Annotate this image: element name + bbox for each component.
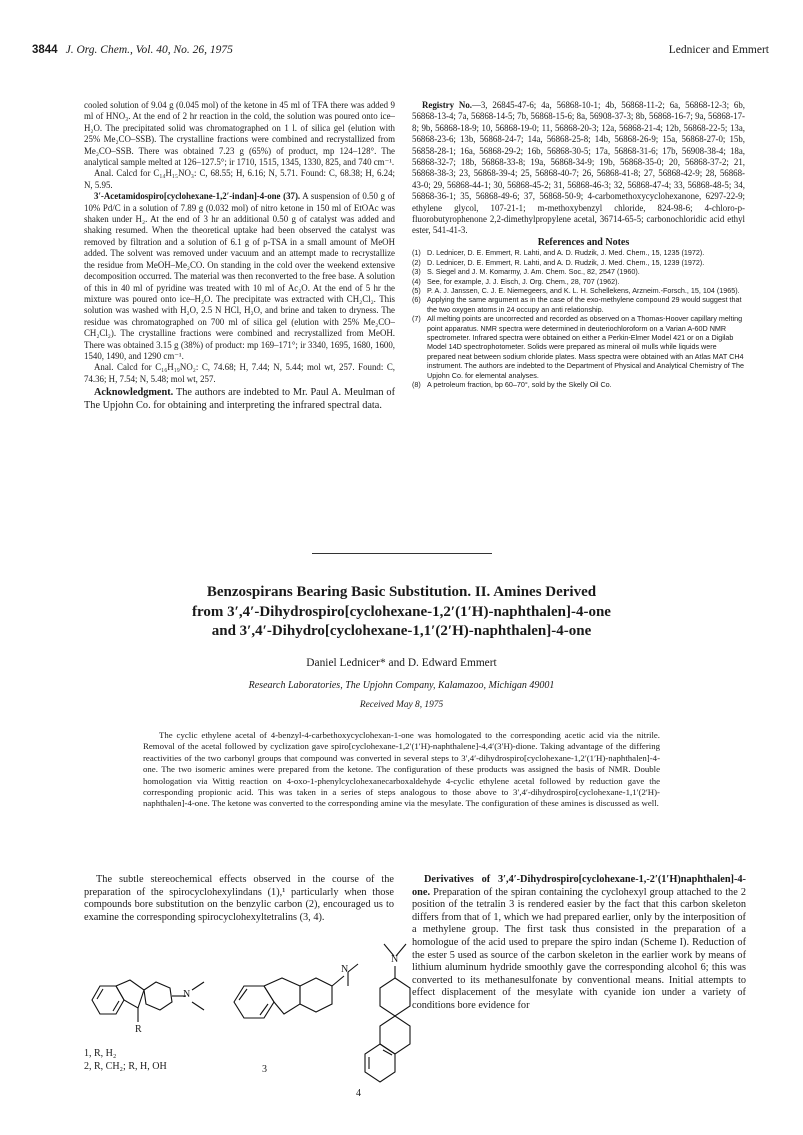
derivatives-paragraph	[412, 874, 746, 1013]
reference-text: D. Lednicer, D. E. Emmert, R. Lahti, and A. D. Rudzik, J. Med. Chem., 15, 1235 (1972).	[427, 248, 705, 258]
reference-text: S. Siegel and J. M. Komarmy, J. Am. Chem. Soc., 82, 2547 (1960).	[427, 267, 640, 277]
reference-item	[412, 295, 745, 314]
reference-number: (8)	[412, 379, 421, 389]
journal-citation: J. Org. Chem., Vol. 40, No. 26, 1975	[65, 44, 233, 56]
affiliation: Research Laboratories, The Upjohn Company, Kalamazoo, Michigan 49001	[248, 680, 555, 691]
references-title: References and Notes	[537, 236, 630, 248]
nitrogen-label: N	[341, 964, 349, 975]
reference-item	[412, 258, 745, 267]
reference-text: Applying the same argument as in the case of the exo-methylene compound 29 would suggest that the two oxygen atoms in 24 occupy an anti relationship.	[427, 295, 742, 314]
running-authors: Lednicer and Emmert	[668, 44, 769, 56]
reference-text: D. Lednicer, D. E. Emmert, R. Lahti, and A. D. Rudzik, J. Med. Chem., 15, 1239 (1972).	[427, 257, 705, 267]
cyclohexane-ring-4	[380, 978, 410, 1016]
reference-number: (3)	[412, 267, 421, 277]
intro-paragraph: The subtle stereochemical effects observed in the course of the preparation of the spirocyclohexylindans (1),¹ particularly when those compounds bore substitution on the benzylic carbon (2), encouraged us to examine the corresponding spirocyclohexyltetralins (3, 4).	[84, 874, 394, 923]
reference-number: (1)	[412, 248, 421, 258]
derivatives-column	[412, 874, 746, 1013]
reference-item	[412, 380, 745, 389]
compound-37-paragraph	[84, 191, 395, 362]
reference-item	[412, 277, 745, 286]
reference-number: (5)	[412, 285, 421, 295]
reference-number: (7)	[412, 314, 421, 324]
reference-text: A petroleum fraction, bp 60–70°, sold by the Skelly Oil Co.	[427, 379, 612, 389]
registry-heading: Registry No.	[422, 100, 472, 110]
reference-text: All melting points are uncorrected and recorded as observed on a Thomas-Hoover capillary melting point apparatus. NMR spectra were determined in deuteriochloroform on a Varian A-60D NMR spectrometer. Infrared spectra were obtained on either a Perkin-Elmer Model 421 or on a Digilab Model 14D spectrophotometer. Solids were prepared as mineral oil mulls while liquids were prepared neat between sodium chloride plates. Mass spectra were obtained with an Atlas MAT CH4 instrument. The authors are indebted to the Department of Physical and Analytical Chemistry of The Upjohn Co. for elemental analyses.	[427, 314, 744, 380]
reference-text: See, for example, J. J. Eisch, J. Org. Chem., 28, 707 (1962).	[427, 276, 620, 286]
acknowledgment	[84, 387, 395, 412]
derivatives-text: Preparation of the spiran containing the cyclohexyl group attached to the 2 position of the tetralin 3 is rendered easier by the fact that this carbon skeleton differs from that of 1, which we had prepared earlier, only by the interposition of a methylene group. The first task thus consisted in the preparation of a homologue of the acid used to prepare the spiro indan (Scheme I). Reduction of the ester 5 used as source of the carbon skeleton in the earlier work by means of lithium aluminum hydride smoothly gave the corresponding alcohol 6; this was converted to its methanesulfonate by conventional means. Initial attempts to effect displacement of the mesylate with cyanide ion under a variety of conditions bore evidence for	[412, 886, 746, 1011]
compound-4-label: 4	[356, 1088, 361, 1099]
reference-number: (4)	[412, 276, 421, 286]
reference-item	[412, 248, 745, 257]
article-title	[70, 583, 733, 642]
left-column	[84, 100, 395, 412]
spiro-cyclohexane-ring	[300, 978, 332, 1012]
analysis-paragraph: Anal. Calcd for C₁₄H₁₅NO₃: C, 68.55; H, 6.16; N, 5.71. Found: C, 68.38; H, 6.24; N, 5.95.	[84, 168, 395, 190]
reference-number: (2)	[412, 257, 421, 267]
tetralin-benzene-ring	[234, 986, 274, 1018]
title-line: and 3′,4′-Dihydro[cyclohexane-1,1′(2′H)-naphthalen]-4-one	[211, 623, 592, 639]
acknowledgment-heading: Acknowledgment.	[94, 387, 174, 399]
compound-37-text: A suspension of 0.50 g of 10% Pd/C in a solution of 7.89 g (0.032 mol) of nitro ketone in 150 ml of EtOAc was shaken under H₂. At the end of 3 hr an additional 0.50 g of catalyst was added and shaking resumed. When the theoretical uptake had been observed the catalyst was removed by filtration and a solution of 6.1 g of p-TSA in a small amount of MeOH added. The solvent was removed under vacuum and an attempt made to recrystallize the residue from MeOH–Me₂CO. On standing in the cold over the weekend extensive decomposition occurred. The material was then reconverted to the free base. A solution of this in 40 ml of pyridine was treated with 10 ml of Ac₂O. At the end of 5 hr the mixture was poured onto ice–H₂O. The precipitate was extracted with CH₂Cl₂. This solution was washed with H₂O, 2.5 N HCl, H₂O, and brine and taken to dryness. The residue was chromatographed on 700 ml of silica gel (elution with 25% Me₂CO–CH₂Cl₂). The crystalline fractions were combined and recrystallized from MeOH. There was obtained 3.15 g (38%) of product: mp 169–171°; ir 3340, 1695, 1680, 1600, 1540, 1490, and 1290 cm⁻¹.	[84, 191, 396, 361]
compound-3-label: 3	[262, 1064, 267, 1075]
cyclopentane-ring	[116, 980, 144, 1008]
registry-paragraph	[412, 100, 745, 237]
compound-37-heading: 3′-Acetamidospiro[cyclohexane-1,2′-indan]-4-one (37).	[94, 191, 301, 202]
cyclohexane-ring	[144, 982, 172, 1010]
references-list	[412, 248, 745, 389]
reference-text: P. A. J. Janssen, C. J. E. Niemegeers, and K. L. H. Schellekens, Arzneim.-Forsch., 15, 104 (1965).	[427, 285, 740, 295]
nitrogen-label: N	[183, 989, 191, 1000]
title-line: Benzospirans Bearing Basic Substitution. II. Amines Derived	[206, 584, 597, 600]
experimental-paragraph: cooled solution of 9.04 g (0.045 mol) of the ketone in 45 ml of TFA there was added 9 ml of HNO₃. At the end of 2 hr reaction in the cold, the solution was poured onto ice–H₂O. The precipitated solid was chromatographed on 1 l. of silica gel (elution with 25% Me₂CO–SSB). The crystalline fractions were combined and recrystallized from Me₂CO–SSB. There was obtained 7.23 g (65%) of product, mp 124–128°. The analytical sample melted at 126–127.5°; ir 1710, 1515, 1345, 1330, 825, and 740 cm⁻¹.	[84, 100, 395, 168]
article-authors: Daniel Lednicer* and D. Edward Emmert	[306, 657, 497, 669]
intro-column	[84, 874, 394, 924]
derivatives-heading: Derivatives of 3′,4′-Dihydrospiro[cyclohexane-1,-2′(1′H)naphthalen]-4-one.	[412, 874, 746, 898]
reference-item	[412, 314, 745, 380]
reference-item	[412, 267, 745, 276]
registry-text: —3, 26845-47-6; 4a, 56868-10-1; 4b, 56868-11-2; 6a, 56868-12-3; 6b, 56868-13-4; 7a, 56868-14-5; 7b, 56868-15-6; 8a, 56908-37-3; 8b, 56868-16-7; 9a, 56868-17-8; 9b, 56868-18-9; 10, 56868-19-0; 11, 56868-20-3; 12a, 56868-21-4; 12b, 56868-22-5; 13a, 56868-23-6; 13b, 56868-24-7; 14a, 56868-25-8; 14b, 56868-26-9; 15a, 56868-27-0; 15b, 56858-28-1; 16a, 56868-29-2; 16b, 56868-30-5; 17a, 56868-31-6; 17b, 56908-38-4; 18a, 56868-32-7; 18b, 56868-33-8; 19a, 56868-34-9; 19b, 56868-35-0; 20, 56868-37-2; 21, 56868-38-3; 23, 56868-39-4; 25, 56868-40-7; 26, 56868-41-8; 27, 56868-42-9; 28, 56868-43-0; 29, 56868-44-1; 30, 56868-45-2; 31, 56868-46-3; 32, 56868-47-4; 33, 56868-48-5; 34, 56868-36-1; 35, 56868-49-6; 37, 56868-50-9; 4-carbomethoxycyclohexanone, 6297-22-9; ethylene glycol, 107-21-1; m-methoxybenzyl chloride, 824-98-6; 4-chloro-p-fluorobutyrophenone 2,2-dimethylpropylene acetal, 36714-65-5; carbonochloridic acid ethyl ester, 541-41-3.	[412, 100, 746, 236]
r-group-label: R	[135, 1024, 142, 1035]
nitrogen-label: N	[391, 954, 399, 965]
tetralin-ring-4	[380, 1016, 410, 1054]
running-header	[32, 44, 769, 60]
reference-item	[412, 286, 745, 295]
compound-2-label: 2, R, CH₂; R, H, OH	[84, 1061, 167, 1072]
received-date: Received May 8, 1975	[359, 700, 444, 710]
right-column	[412, 100, 745, 389]
page-number: 3844	[32, 44, 58, 56]
analysis-paragraph-2: Anal. Calcd for C₁₆H₁₉NO₂: C, 74.68; H, 7.44; N, 5.44; mol wt, 257. Found: C, 74.36; H, 7.54; N, 5.48; mol wt, 257.	[84, 362, 395, 384]
section-divider	[312, 553, 492, 554]
acknowledgment-text: The authors are indebted to Mr. Paul A. Meulman of The Upjohn Co. for obtaining and interpreting the infrared spectral data.	[84, 387, 395, 411]
abstract: The cyclic ethylene acetal of 4-benzyl-4-carbethoxycyclohexan-1-one was homologated to the corresponding acetic acid via the nitrile. Removal of the acetal followed by cyclization gave spiro[cyclohexane-1,2′(1′H)-naphthalene]-4,4′(3′H)-dione. Taking advantage of the differing reactivities of the two carbonyl groups that compound was converted in several steps to 3′,4′-dihydrospiro[cyclohexane-1,2′(1′H)-naphthalen]-4-one. The two isomeric amines were prepared from the ketone. The configuration of these products was assigned the basis of NMR. Double homologation via Wittig reaction on 4-oxo-1-phenylcyclohexanecarboxaldehyde 4-cyclic ethylene acetal followed by reduction gave the corresponding propionic acid. This was taken in a series of steps analogous to those above to 3′,4′-dihydrospiro[cyclohexane-1,1′(2′H)-naphthalen]-4-one. The ketone was converted to the corresponding amine via the mesylate. The configuration of these amines is discussed as well.	[143, 730, 660, 809]
title-line: from 3′,4′-Dihydrospiro[cyclohexane-1,2′(1′H)-naphthalen]-4-one	[192, 603, 611, 620]
compound-1-label: 1, R, H₂	[84, 1048, 117, 1059]
header-left	[32, 44, 233, 56]
reference-number: (6)	[412, 295, 421, 305]
benzene-ring	[92, 986, 124, 1014]
chemical-structures	[84, 938, 424, 1118]
